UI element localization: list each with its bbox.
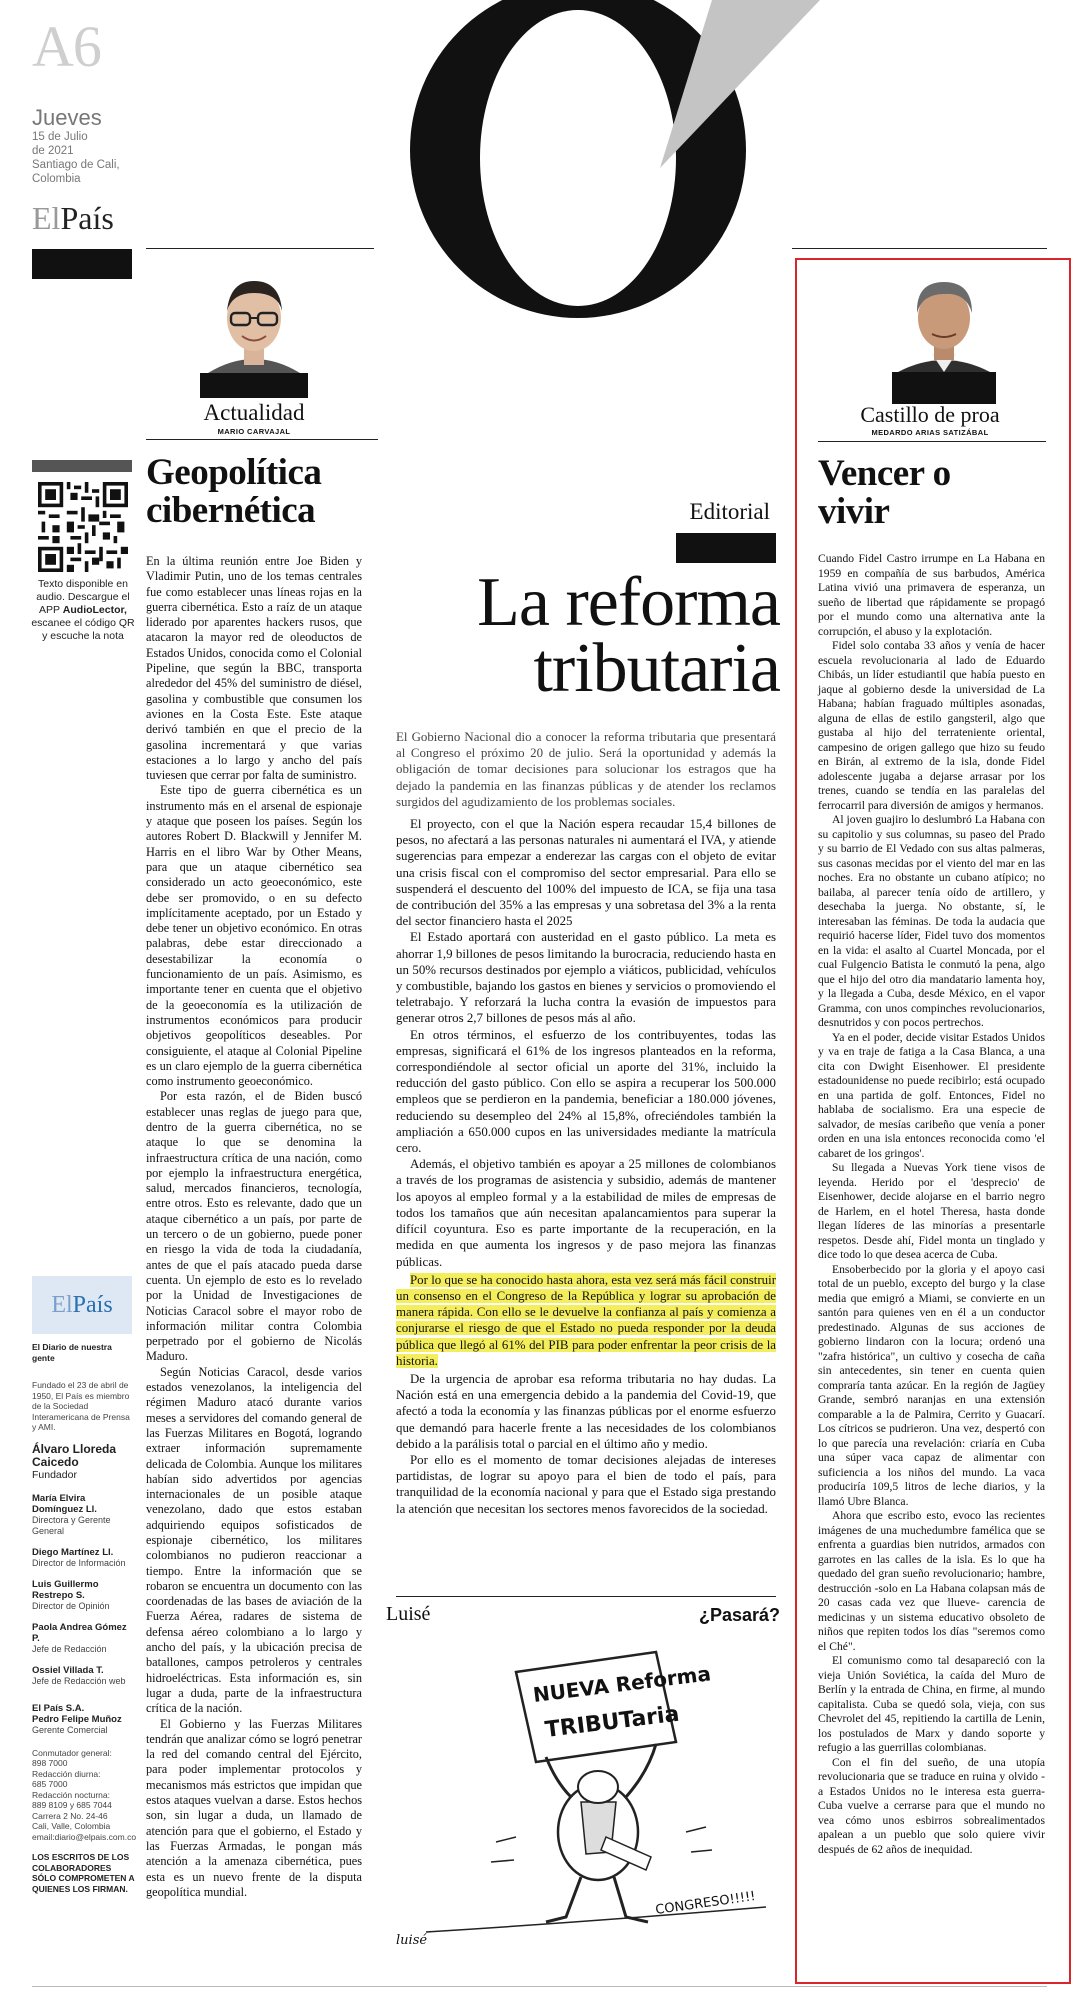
- editorial-paragraph: Además, el objetivo también es apoyar a 25 millones de colombianos a través de los programas de asistencia y subsidio, además de mantener los apoyos al empleo formal y a la estabilidad de miles de empresas de todos los tamaños que aún necesitan apalancamientos para superar la difícil coyuntura. Eso es parte importante de la recuperación, en la medida en que aumenta los ingresos y de paso mejora las finanzas públicas.: [396, 1157, 776, 1269]
- sidebar-tagline: El Diario de nuestra gente: [32, 1342, 112, 1363]
- col3-paragraph: El comunismo como tal desapareció con la vieja Unión Soviética, la caída del Muro de Berlín y la entrada de China, en firme, al mundo capitalista. Cuba se quedó sola, vieja, con sus Chevrolet del 45, repitiendo la cartilla de Lenin, los postulados de Marx y dando soporte y refugio a las guerrillas colombianas.: [818, 1654, 1045, 1754]
- staff-jefe-redaccion: [32, 1622, 136, 1655]
- editorial-section: Editorial: [689, 499, 770, 524]
- editorial-body: [396, 729, 776, 1517]
- page-number: A6: [32, 14, 101, 79]
- staff-role: Directora y Gerente General: [32, 1514, 111, 1536]
- col1-author: MARIO CARVAJAL: [217, 427, 291, 436]
- staff-role: Jefe de Redacción web: [32, 1675, 126, 1686]
- editorial-black-bar: [676, 533, 776, 563]
- cartoon-top-rule: [396, 1596, 776, 1597]
- staff-name: Paola Andrea Gómez P.: [32, 1621, 127, 1644]
- col3-headline: [818, 455, 1048, 531]
- col1-paragraph: El Gobierno y las Fuerzas Militares tendrán que analizar cómo se logró penetrar la red del comando central del Ejército, para poder implementar protocolos y mecanismos más estrictos que impidan que estos ataques vuelvan a darse. Estos hechos son, sin lugar a duda, un llamado de atención para que el gobierno, el Estado y las Fuerzas Armadas, le pongan más atención a la amenaza cibernética, pues esta es un nuevo frente de la disputa geopolítica mundial.: [146, 1716, 362, 1899]
- staff-name: María Elvira Domínguez Ll.: [32, 1492, 97, 1515]
- date-country: Colombia: [32, 173, 81, 185]
- top-rule-left: [146, 248, 374, 249]
- bottom-rule: [32, 1986, 1047, 1987]
- cartoon-question: ¿Pasará?: [698, 1605, 780, 1625]
- editorial-paragraph: En otros términos, el esfuerzo de los contribuyentes, todas las empresas, significará el 61% de los ingresos planteados en la reforma, correspondiéndole al sector oficial un aporte del 31%, incluido la reducción del gasto público. Con ello se aspira a recuperar los 500.000 empleos que se perdieron en la pandemia, beneficiar a 180.000 jóvenes, reduciendo su desempleo del 24% al 15,8%, ofreciéndoles también la ampliación a 650.000 cupos en las universidades mediante la matrícula cero.: [396, 1027, 776, 1156]
- col3-paragraph: Cuando Fidel Castro irrumpe en La Habana en 1959 en compañía de sus barbudos, América Latina vivió una primavera de esperanza, un sueño de libertad que rápidamente se propagó por el mundo como una alternativa ante la corrupción, el abuso y la explotación.: [818, 552, 1045, 638]
- top-rule-right: [792, 248, 1047, 249]
- col1-rule: [146, 439, 378, 440]
- editorial-paragraph: El Estado aportará con austeridad en el gasto público. La meta es ahorrar 1,9 billones de pesos limitando la burocracia, reduciendo hasta en un 50% recursos destinados por ejemplo a viáticos, publicidad, vehículos y combustible, bajando los gastos en bienes y servicios o promoviendo el teletrabajo. Y reforzará la lucha contra la evasión de impuestos para generar otros 2,7 billones de pesos más al año.: [396, 930, 776, 1026]
- col3-paragraph: Con el fin del sueño, de una utopía revolucionaria que se traduce en ruina y olvido -a Estados Unidos no le interesa esta guerra- Cuba vuelve a cerrarse para que el mundo no vea cómo unos esbirros sobrealimentados apalean a un pueblo que solo quiere vivir después de 62 años de inequidad.: [818, 1755, 1045, 1856]
- sidebar-manager-role: Gerente Comercial: [32, 1724, 108, 1735]
- date-year: de 2021: [32, 145, 74, 157]
- staff-director-opinion: [32, 1579, 136, 1612]
- contact-line: Carrera 2 No. 24-46: [32, 1810, 108, 1821]
- sidebar-logo-pais: País: [72, 1292, 113, 1318]
- author-photo-medardo: [892, 268, 996, 404]
- qr-text-after: escanee el código QR y escuche la nota: [31, 617, 135, 642]
- sidebar-grey-bar: [32, 460, 132, 472]
- col3-rule: [818, 441, 1046, 442]
- staff-name: Ossiel Villada T.: [32, 1664, 104, 1676]
- contact-line: 685 7000: [32, 1779, 68, 1789]
- sidebar-logo-el: El: [51, 1292, 73, 1318]
- editorial-paragraph: De la urgencia de aprobar esa reforma tributaria no hay dudas. La Nación está en una emergencia debido a la pandemia del Covid-19, que afectó a toda la economía y las finanzas públicas por el enorme esfuerzo que demandó para hacerle frente a las necesidades de los colombianos debido a la parálisis total o parcial en el último año y medio.: [396, 1371, 776, 1451]
- sidebar-contacts: [32, 1748, 136, 1843]
- sidebar-disclaimer: LOS ESCRITOS DE LOS COLABORADORES SÓLO COMPROMETEN A QUIENES LOS FIRMAN.: [32, 1852, 135, 1894]
- cartoon-signature: luisé: [396, 1933, 428, 1948]
- staff-role: Director de Información: [32, 1557, 126, 1568]
- col1-body: [146, 554, 362, 1900]
- staff-fundador: [32, 1443, 136, 1481]
- sidebar-company: El País S.A.: [32, 1702, 85, 1714]
- date-city: Santiago de Cali,: [32, 159, 120, 171]
- contact-line: 889 8109 y 685 7044: [32, 1800, 112, 1810]
- col3-paragraph: Ahora que escribo esto, evoco las recientes imágenes de una muchedumbre famélica que se enfrenta a guardias bien nutridos, armados con garrotes en las calles de la isla. Es lo que ha quedado del gran sueño revolucionario; hambre, destrucción -solo en La Habana colapsan más de 20 casas cada vez que llueve- carencia de medicinas y un sistema educativo obsoleto de niños que repiten todos los días "seremos como el Ché".: [818, 1509, 1045, 1653]
- masthead-logo-pais: País: [60, 200, 114, 236]
- col3-body: [818, 552, 1045, 1857]
- editorial-highlight-text: Por lo que se ha conocido hasta ahora, esta vez será más fácil construir un consenso en el Congreso de la República y lograr su aprobación de manera rápida. Con ello se le devuelve la confianza al país y comienza a conjurarse el riesgo de que el Estado no pueda responder por la deuda pública que llegó al 61% del PIB para poder enfrentar la peor crisis de la historia.: [396, 1272, 776, 1368]
- contact-line: Cali, Valle, Colombia: [32, 1821, 111, 1831]
- contact-line: Conmutador general:: [32, 1747, 112, 1758]
- editorial-headline: [390, 564, 780, 707]
- staff-jefe-redaccion-web: [32, 1665, 136, 1687]
- editorial-headline-line2: tributaria: [533, 630, 780, 707]
- contact-line: 898 7000: [32, 1758, 68, 1768]
- contact-email[interactable]: email:diario@elpais.com.co: [32, 1831, 137, 1842]
- col1-headline-line1: Geopolítica: [146, 452, 322, 493]
- staff-role: Fundador: [32, 1468, 77, 1481]
- staff-directora: [32, 1493, 136, 1537]
- col3-headline-line1: Vencer o: [818, 453, 951, 494]
- col3-paragraph: Ensoberbecido por la gloria y el apoyo casi total de un pueblo, excepto del burgo y la clase media que emigró a Miami, se convierte en un santón para quienes ven en él a un conductor predestinado. Algunas de sus acciones de gobierno lindaron con la locura; ordenó una "zafra histórica", un cultivo y cosecha de caña sin antecedentes, sin tener en cuenta quien compraría tanta azúcar. En la región de Jagüey Grande, sembró naranjas en una extensión comparable a la de Palmira, Cerrito y Guacarí. Los cítricos se pudrieron. Una vez, despertó con lo que parecía una revelación: criaría en Cuba una súper vaca capaz de alimentar con suficiencia a los niños del mundo. La vaca produciría 109,5 litros de leche diarios, y la llamó Ubre Blanca.: [818, 1262, 1045, 1508]
- col3-paragraph: Al joven guajiro lo deslumbró La Habana con su capitolio y sus columnas, su paseo del Prado y su barrio de El Vedado con sus altas palmeras, sus casonas mecidas por el viento del mar en las noches. Era no obstante un cubano atípico; no bailaba, al parecer tenía oído de artillero, y desechaba la juerga. No obstante, sí, le interesaban las féminas. De toda la audacia que requirió hacerse líder, Fidel tuvo dos momentos en la vida: el asalto al Cuartel Moncada, por el cual Fulgencio Batista le conmutó la pena, algo que el hijo del otro dia mandatario lamenta hoy, y la llegada a Cuba, desde México, en el vapor Gramma, con unos compinches revolucionarios, desnutridos y con pocos pertrechos.: [818, 813, 1045, 1029]
- sidebar-founded: Fundado el 23 de abril de 1950, El País es miembro de la Sociedad Interamericana de Prensa y AMI.: [32, 1380, 130, 1432]
- author-photo-mario: [200, 263, 308, 398]
- editorial-headline-line1: La reforma: [477, 564, 780, 641]
- cartoon-artist: Luisé: [386, 1603, 431, 1625]
- cartoon-sign-line1: NUEVA Reforma: [531, 1661, 713, 1707]
- editorial-paragraph: El proyecto, con el que la Nación espera recaudar 15,4 billones de pesos, no afectará a las personas naturales ni aumentará el IVA, y atiende sugerencias para empezar a enderezar las cargas con el objeto de evitar una crisis fiscal con el compromiso del sector empresarial. Para ello se suspenderá el descuento del 100% del impuesto de ICA, se fija una tasa de contribución del 35% a las empresas y una sobretasa del 3% a la renta del sector financiero hasta el 2025: [396, 817, 776, 929]
- cartoon-floor-text: CONGRESO!!!!!: [654, 1889, 757, 1918]
- col1-headline-line2: cibernética: [146, 490, 316, 531]
- masthead-logo: [32, 200, 114, 236]
- col1-paragraph: Por esta razón, el de Biden buscó establecer unas reglas de juego para que, dentro de la guerra cibernética, no se ataque lo que se denomina la infraestructura crítica de una nación, como por ejemplo la infraestructura energética, salud, mercados financieros, tecnología, entre otros. Esto es relevante, dado que un ataque cibernético a un país, por parte de un tercero o de un gobierno, puede poner en riesgo la vida de toda la ciudadanía, antes de que el país atacado pueda darse cuenta. Un ejemplo de esto es lo revelado por la Unidad de Investigaciones de Noticias Caracol sobre el mayor robo de información militar contra Colombia perpetrado por el gobierno de Nicolás Maduro.: [146, 1089, 362, 1364]
- staff-name: Luis Guillermo Restrepo S.: [32, 1578, 99, 1601]
- staff-name: Álvaro Lloreda Caicedo: [32, 1441, 117, 1469]
- masthead-logo-el: El: [32, 200, 61, 236]
- staff-name: Diego Martínez Ll.: [32, 1546, 114, 1558]
- staff-role: Jefe de Redacción: [32, 1643, 107, 1654]
- col1-paragraph: Según Noticias Caracol, desde varios estados venezolanos, la inteligencia del régimen Maduro atacó durante varios meses a servidores del comando general de las Fuerzas Militares en Bogotá, logrando extraer información supremamente delicada de Colombia. Aunque los militares habían sido advertidos por agencias internacionales de un posible ataque venezolano, dado que estos estaban adquiriendo equipos sofisticados de espionaje cibernético, los militares colombianos no pudieron reaccionar a tiempo. Entre la información que se robaron se encuentra un documento con las coordenadas de las bases de aviación de la Fuerza Aérea, radares de sistema de defensa aéreo colombiano a lo largo y ancho del país, y la ubicación precisa de batallones, campos petroleros y centrales hidroeléctricas. Esta información es, sin lugar a duda, parte de la infraestructura crítica de la nación.: [146, 1364, 362, 1716]
- staff-role: Director de Opinión: [32, 1600, 110, 1611]
- date-block: [32, 106, 142, 186]
- date-weekday: Jueves: [32, 105, 102, 130]
- col1-section: Actualidad: [203, 400, 305, 425]
- col3-paragraph: Fidel solo contaba 33 años y venía de hacer escuela revolucionaria al lado de Eduardo Chibás, un líder estudiantil que había puesto en jaque al gobierno desde la universidad de La Habana; habían fraguado múltiples asonadas, alguna de ellas de estilo gangsteril, algo que gustaba al hijo del terrateniente oriental, campesino de origen gallego que hizo su feudo en Birán, al extremo de la isla, donde Fidel adolescente jugaba a dejarse arrasar por los trenes, cuando se tendía en las paralelas del ferrocarril para diversión de amigos y hermanos.: [818, 639, 1045, 812]
- staff-director-informacion: [32, 1547, 136, 1569]
- col1-headline: [146, 454, 378, 530]
- col3-paragraph: Ya en el poder, decide visitar Estados Unidos y va en traje de fatiga a la Casa Blanca, a una cita con Dwight Eisenhower. El presidente estadounidense no puede recibirlo; está ocupado en una partida de golf. Entonces, Fidel no hablaba de socialismo. Era una especie de salvador, de mesías caribeño que venía a poner orden en una isla entonces reconocida como 'el cabaret de los gringos'.: [818, 1030, 1045, 1160]
- col3-section: Castillo de proa: [860, 402, 1000, 427]
- sidebar-logo: [32, 1276, 132, 1334]
- qr-text-before: Texto disponible en audio. Descargue el APP: [36, 578, 130, 616]
- qr-instructions: [30, 578, 136, 643]
- col3-paragraph: Su llegada a Nuevas York tiene visos de leyenda. Herido por el 'desprecio' de Eisenhower, decide alojarse en el barrio negro de Harlem, en el hotel Theresa, hasta donde llegan líderes de las minorías a presentarle respetos. Desde ahí, Fidel monta un tinglado y dice todo lo que desea acerca de Cuba.: [818, 1161, 1045, 1261]
- cartoon-sign-line2: TRIBUTaria: [543, 1701, 681, 1743]
- sidebar-manager-name: Pedro Felipe Muñoz: [32, 1713, 122, 1725]
- editorial-paragraph: Por ello es el momento de tomar decisiones alejadas de intereses partidistas, de lograr su apoyo para el bien de todo el país, para tranquilidad de la economía nacional y para que el Estado siga prestando la atención que necesitan los sectores menos favorecidos de la sociedad.: [396, 1452, 776, 1516]
- editorial-highlight: [396, 1272, 776, 1369]
- date-day-month: 15 de Julio: [32, 131, 88, 143]
- sidebar-staff: [32, 1342, 136, 1894]
- opinion-logo-graphic: [360, 0, 820, 330]
- contact-line: Redacción diurna:: [32, 1768, 101, 1779]
- col3-author: MEDARDO ARIAS SATIZÁBAL: [871, 428, 989, 437]
- editorial-lead: El Gobierno Nacional dio a conocer la reforma tributaria que presentará al Congreso el próximo 20 de julio. Será la oportunidad y además la obligación de tomar decisiones para solucionar los estragos que ha dejado la pandemia en las finanzas públicas y de atender los reclamos surgidos del agudizamiento de los problemas sociales.: [396, 730, 776, 809]
- opinion-logo-letter: [0, 0, 1, 1]
- qr-code-icon[interactable]: [38, 482, 128, 572]
- col3-headline-line2: vivir: [818, 491, 890, 532]
- masthead-black-bar: [32, 249, 132, 279]
- col1-paragraph: Este tipo de guerra cibernética es un instrumento más en el arsenal de espionaje y ataque que poseen los países. Según los autores Robert D. Blackwill y Jennifer M. Harris en el libro War by Other Means, para que un ataque cibernético sea considerado un acto geoeconómico, este debe ser promovido, o en su defecto implícitamente aceptado, por un Estado y debe tener un objetivo económico. En otras palabras, debe estar direccionado a desestabilizar la economía o funcionamiento de un país. Asimismo, es importante tener en cuenta que el objetivo de la geoeconomía es la utilización de instrumentos económicos para producir objetivos geopolíticos deseables. Por consiguiente, el ataque al Colonial Pipeline es un claro ejemplo de la guerra cibernética como instrumento geoeconómico.: [146, 783, 362, 1089]
- cartoon-illustration: [386, 1632, 780, 1950]
- sidebar-logo-box: [32, 1276, 132, 1334]
- col1-paragraph: En la última reunión entre Joe Biden y Vladimir Putin, uno de los temas centrales fue como establecer unas líneas rojas en la guerra cibernética. Esto a raíz de un ataque liderado por aparentes hackers rusos, que atacaron la mayor red de oleoductos de Estados Unidos, conocida como el Colonial Pipeline, que según la BBC, transporta alrededor del 45% del suministro de diésel, gasolina y combustible que consumen los aviones en la Costa Este. Este ataque derivó también en que el precio de la gasolina incrementará y que varias estaciones a lo largo y ancho del país tuviesen que cerrar por falta de suministro.: [146, 554, 362, 783]
- qr-app-name: AudioLector,: [62, 604, 127, 616]
- contact-line: Redacción nocturna:: [32, 1789, 110, 1800]
